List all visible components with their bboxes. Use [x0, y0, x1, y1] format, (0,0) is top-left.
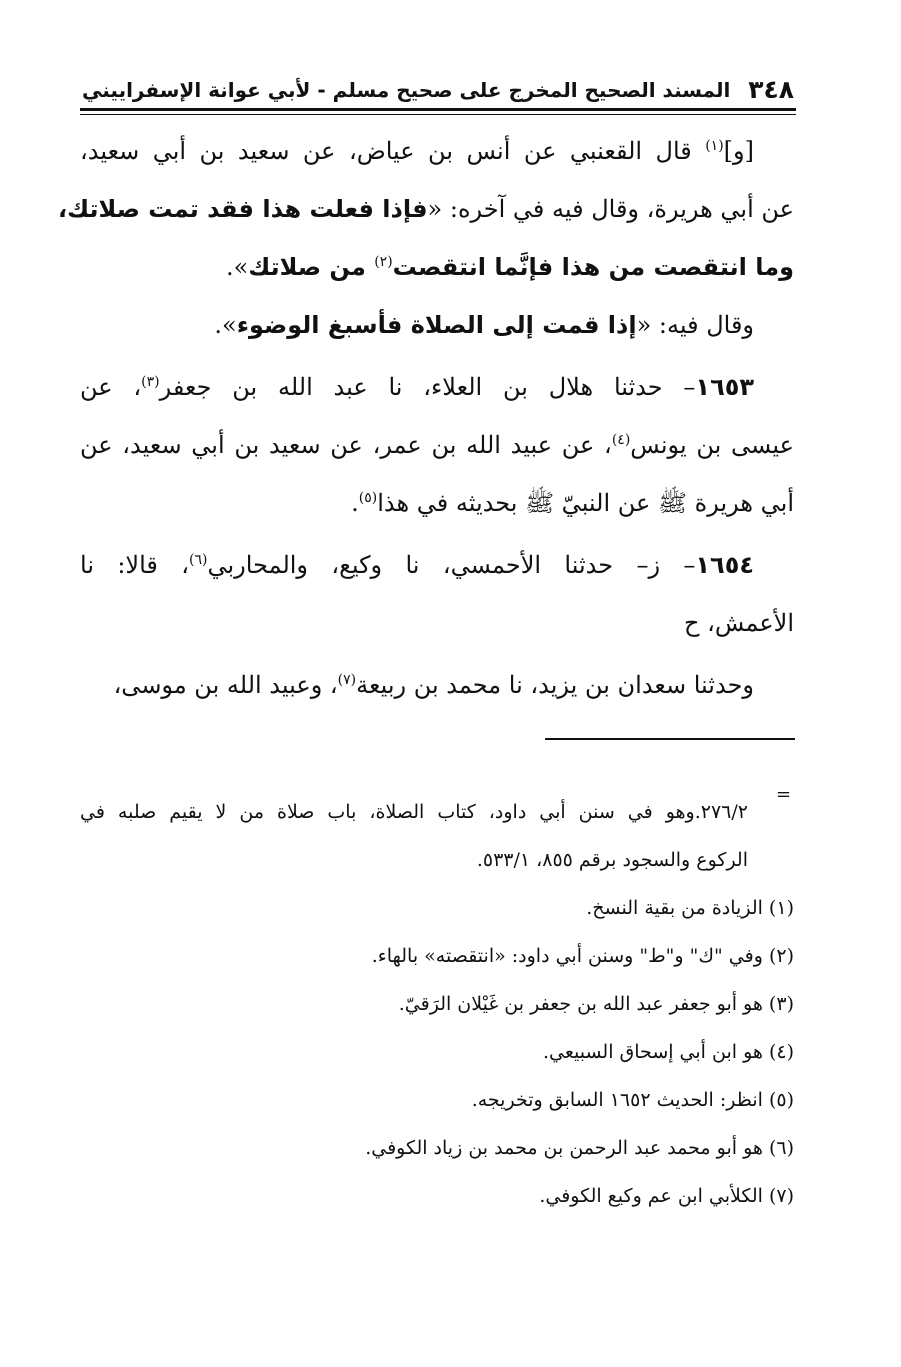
footnote-continuation: الركوع والسجود برقم ٨٥٥، ٥٣٣/١.	[476, 849, 748, 871]
running-title: المسند الصحيح المخرج على صحيح مسلم - لأبي عوانة الإسفراييني	[82, 78, 731, 102]
continuation-mark: =	[776, 784, 792, 805]
footnote-2: (٢) وفي "ك" و"ط" وسنن أبي داود: «انتقصته» بالهاء.	[371, 945, 794, 967]
footnote-ref: (١)	[705, 138, 724, 154]
text-run: وحدثنا سعدان بن يزيد، نا محمد بن ربيعة	[356, 671, 754, 699]
text-run: .	[351, 489, 359, 517]
header-rule-thin	[80, 114, 796, 115]
footnote-5: (٥) انظر: الحديث ١٦٥٢ السابق وتخريجه.	[471, 1089, 794, 1111]
text-run: أبي هريرة ﷺ عن النبيّ ﷺ بحديثه في هذا	[377, 489, 794, 517]
text-run: وقال فيه: «	[636, 311, 754, 339]
footnote-ref: (٢)	[374, 254, 393, 270]
page-number: ٣٤٨	[748, 75, 794, 104]
text-run: ».	[214, 311, 237, 339]
text-run: ، قالا: نا	[80, 551, 190, 579]
text-run: – حدثنا هلال بن العلاء، نا عبد الله بن جعفر	[159, 373, 696, 401]
footnote-ref: (٣)	[141, 374, 160, 390]
text-run: ».	[225, 253, 249, 281]
text-line	[80, 416, 794, 474]
page-header	[82, 66, 794, 106]
hadith-quote: إذا قمت إلى الصلاة فأسبغ الوضوء	[236, 311, 637, 339]
text-line	[80, 296, 794, 354]
hadith-number: ١٦٥٣	[695, 373, 755, 401]
footnote-1: (١) الزيادة من بقية النسخ.	[586, 897, 794, 919]
footnote-6: (٦) هو أبو محمد عبد الرحمن بن محمد بن زياد الكوفي.	[365, 1137, 794, 1159]
text-line	[80, 358, 794, 416]
hadith-quote: من صلاتك	[248, 253, 375, 281]
footnote-ref: (٥)	[358, 490, 378, 506]
hadith-number: ١٦٥٤	[695, 551, 754, 579]
text-run: عن أبي هريرة، وقال فيه في آخره: «	[427, 195, 794, 223]
text-run: – ز– حدثنا الأحمسي، نا وكيع، والمحاربي	[207, 551, 696, 579]
text-line	[80, 474, 794, 532]
footnote-ref: (٤)	[611, 432, 631, 448]
text-run: الأعمش، ح	[683, 609, 794, 637]
footnote-ref: (٦)	[189, 552, 208, 568]
bracket-addition: [و]	[723, 137, 754, 165]
footnote-ref: (٧)	[337, 672, 357, 688]
footnote-7: (٧) الكلأبي ابن عم وكيع الكوفي.	[539, 1185, 794, 1207]
main-text	[58, 122, 794, 714]
text-line	[80, 594, 794, 652]
footnote-divider	[545, 738, 795, 740]
text-run: ، عن عبيد الله بن عمر، عن سعيد بن أبي سعيد، عن	[80, 431, 612, 459]
text-run: قال القعنبي عن أنس بن عياض، عن سعيد بن أبي سعيد،	[80, 137, 706, 165]
text-line	[80, 536, 794, 594]
text-run: ، وعبيد الله بن موسى،	[113, 671, 338, 699]
footnote-3: (٣) هو أبو جعفر عبد الله بن جعفر بن غَيْلان الرَقيّ.	[398, 993, 794, 1015]
text-line	[80, 238, 794, 296]
hadith-quote: وما انتقصت من هذا فإنَّما انتقصت	[392, 253, 794, 281]
footnotes	[80, 784, 794, 1220]
footnote-4: (٤) هو ابن أبي إسحاق السبيعي.	[542, 1041, 794, 1063]
text-line	[80, 656, 794, 714]
text-run: ، عن	[80, 373, 142, 401]
text-line	[80, 122, 794, 180]
footnote-continuation: ٢٧٦/٢.وهو في سنن أبي داود، كتاب الصلاة، باب صلاة من لا يقيم صلبه في	[80, 801, 748, 823]
text-line	[58, 180, 794, 238]
text-run: عيسى بن يونس	[630, 431, 794, 459]
hadith-quote: فإذا فعلت هذا فقد تمت صلاتك،	[58, 195, 428, 223]
header-rule-thick	[80, 108, 796, 111]
